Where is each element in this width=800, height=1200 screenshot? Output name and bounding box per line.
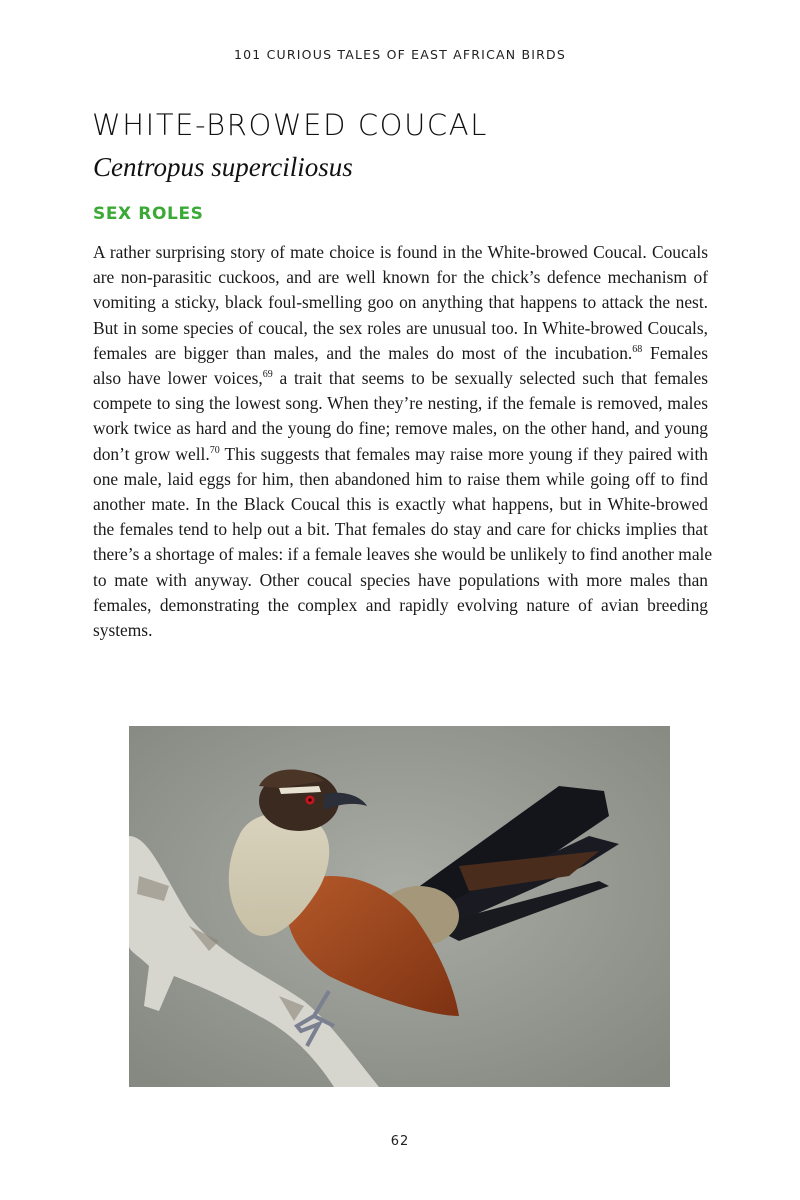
running-head: 101 CURIOUS TALES OF EAST AFRICAN BIRDS bbox=[234, 47, 566, 62]
text-fragment: This suggests that females may raise more young if they paired with bbox=[224, 443, 708, 464]
text-fragment: Females bbox=[650, 342, 708, 363]
text-line-with-footnote bbox=[93, 442, 708, 467]
footnote-ref: 69 bbox=[262, 369, 273, 381]
text-line: A rather surprising story of mate choice is found in the White-browed Coucal. Coucals bbox=[93, 242, 708, 262]
text-fragment: also have lower voices, bbox=[93, 368, 263, 389]
section-heading: SEX ROLES bbox=[93, 204, 204, 224]
text-fragment: don’t grow well. bbox=[93, 443, 210, 464]
coucal-photo bbox=[129, 726, 670, 1087]
text-line: females, demonstrating the complex and rapidly evolving nature of avian breeding bbox=[93, 594, 708, 615]
text-line: another mate. In the Black Coucal this is exactly what happens, but in White-browed bbox=[93, 494, 708, 515]
text-line: But in some species of coucal, the sex roles are unusual too. In White-browed Coucals, bbox=[93, 317, 708, 338]
text-line: systems. bbox=[93, 620, 153, 641]
footnote-ref: 70 bbox=[209, 444, 220, 456]
text-line: the females tend to help out a bit. That females do stay and care for chicks implies that bbox=[93, 519, 708, 540]
text-fragment: a trait that seems to be sexually selected such that females bbox=[279, 368, 708, 389]
bird-illustration bbox=[129, 726, 670, 1087]
text-line: work twice as hard and the young do fine; remove males, on the other hand, and young bbox=[93, 418, 708, 439]
text-line: vomiting a sticky, black foul-smelling goo on anything that happens to attack the nest. bbox=[93, 292, 708, 313]
body-paragraph bbox=[93, 240, 713, 643]
text-line: one male, laid eggs for him, then abandoned him to raise them while going off to find bbox=[93, 468, 708, 489]
page-number: 62 bbox=[390, 1134, 410, 1149]
text-line: are non-parasitic cuckoos, and are well known for the chick’s defence mechanism of bbox=[93, 267, 708, 288]
text-line: compete to sing the lowest song. When they’re nesting, if the female is removed, males bbox=[93, 393, 708, 414]
scientific-name: Centropus superciliosus bbox=[93, 152, 353, 182]
text-line-with-footnote bbox=[93, 366, 708, 391]
species-title: WHITE-BROWED COUCAL bbox=[92, 108, 488, 142]
footnote-ref: 68 bbox=[632, 343, 643, 355]
text-line: there’s a shortage of males: if a female leaves she would be unlikely to find another male bbox=[93, 544, 713, 565]
text-fragment: females are bigger than males, and the males do most of the incubation. bbox=[93, 342, 633, 363]
text-line-with-footnote bbox=[93, 341, 708, 366]
text-line: to mate with anyway. Other coucal species have populations with more males than bbox=[93, 569, 708, 590]
